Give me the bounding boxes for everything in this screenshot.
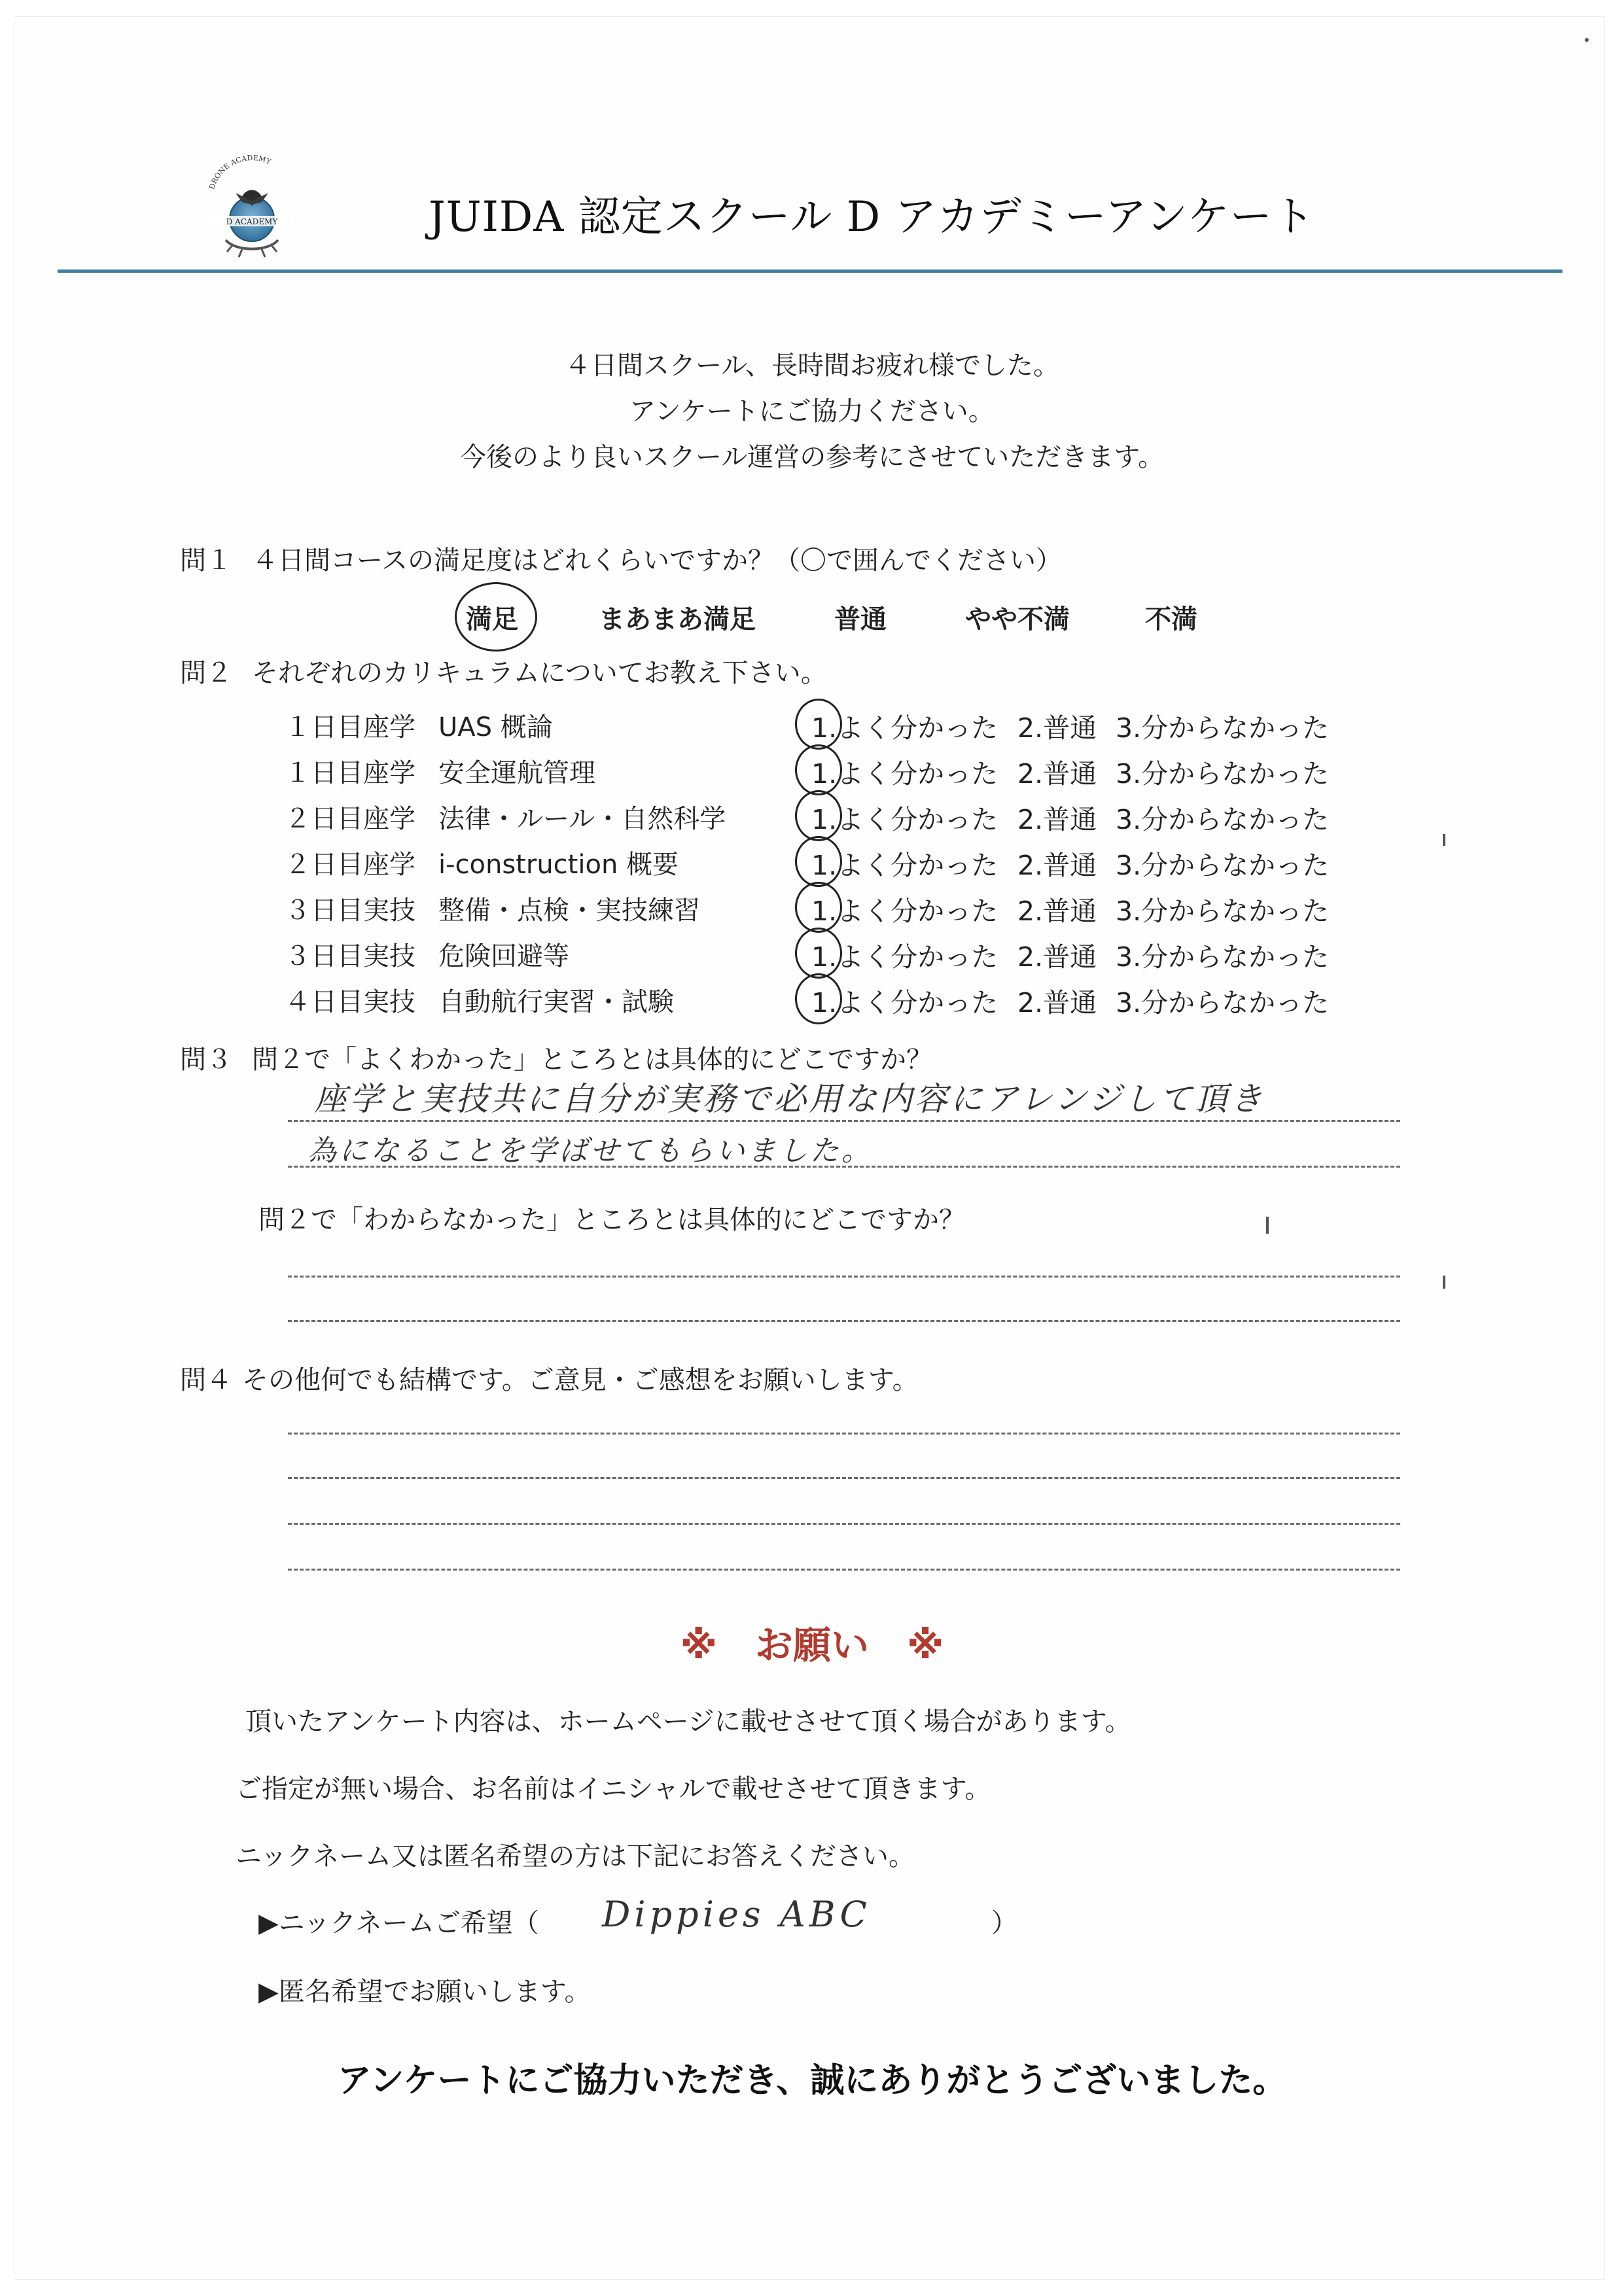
q1-option-dissatisfied[interactable]: 不満 xyxy=(1145,604,1197,635)
drone-academy-logo xyxy=(196,154,308,265)
choice-understood[interactable]: 1.よく分かった xyxy=(811,804,998,835)
curriculum-day: １日目座学 xyxy=(285,758,415,788)
choice-neutral[interactable]: 2.普通 xyxy=(1017,896,1097,927)
request-line-1: 頂いたアンケート内容は、ホームページに載せさせて頂く場合があります。 xyxy=(245,1707,1131,1737)
curriculum-subject: UAS 概論 xyxy=(438,712,553,742)
choice-understood[interactable]: 1.よく分かった xyxy=(811,896,998,927)
q1-option-satisfied[interactable]: 満足 xyxy=(466,604,518,635)
page-title: JUIDA 認定スクール D アカデミーアンケート xyxy=(429,193,1315,241)
q4-comment-dash-1[interactable] xyxy=(288,1433,1400,1435)
q1-option-somewhat-satisfied[interactable]: まあまあ満足 xyxy=(599,604,756,635)
choice-not-understood[interactable]: 3.分からなかった xyxy=(1116,712,1330,744)
svg-text:DRONE ACADEMY: DRONE ACADEMY xyxy=(207,154,272,191)
curriculum-day: ２日目座学 xyxy=(285,804,415,834)
answer-circle xyxy=(795,790,842,841)
q3-unclear-dash-2[interactable] xyxy=(288,1320,1400,1322)
curriculum-subject: 整備・点検・実技練習 xyxy=(438,896,700,926)
q2-text: それぞれのカリキュラムについてお教え下さい。 xyxy=(252,658,827,688)
q1-selected-circle xyxy=(455,582,537,652)
request-line-2: ご指定が無い場合、お名前はイニシャルで載せさせて頂きます。 xyxy=(236,1774,991,1804)
q3-answer-dash-2 xyxy=(288,1166,1400,1168)
choice-neutral[interactable]: 2.普通 xyxy=(1017,804,1097,835)
q3-answer-line-2[interactable]: 為になることを学ばせてもらいました。 xyxy=(308,1134,873,1168)
q3-answer-line-1[interactable]: 座学と実技共に自分が実務で必用な内容にアレンジして頂き xyxy=(314,1080,1265,1118)
answer-circle xyxy=(795,699,842,750)
q3-unclear-dash-1[interactable] xyxy=(288,1276,1400,1278)
answer-circle xyxy=(795,744,842,795)
choice-not-understood[interactable]: 3.分からなかった xyxy=(1116,896,1330,927)
curriculum-subject: 危険回避等 xyxy=(438,941,569,971)
curriculum-day: １日目座学 xyxy=(285,712,415,742)
scan-speck xyxy=(1443,1276,1445,1289)
q1-option-neutral[interactable]: 普通 xyxy=(834,604,887,635)
choice-understood[interactable]: 1.よく分かった xyxy=(811,712,998,744)
q4-comment-dash-2[interactable] xyxy=(288,1477,1400,1479)
svg-text:D ACADEMY: D ACADEMY xyxy=(226,217,278,226)
q4-text: その他何でも結構です。ご意見・ご感想をお願いします。 xyxy=(242,1365,919,1395)
choice-not-understood[interactable]: 3.分からなかった xyxy=(1116,987,1330,1018)
choice-neutral[interactable]: 2.普通 xyxy=(1017,987,1097,1018)
curriculum-day: ３日目実技 xyxy=(285,896,415,926)
q3-answer-dash-1 xyxy=(288,1120,1400,1122)
curriculum-subject: 法律・ルール・自然科学 xyxy=(438,804,726,834)
nickname-label: ▶ニックネームご希望（ xyxy=(258,1908,539,1938)
choice-not-understood[interactable]: 3.分からなかった xyxy=(1116,758,1330,790)
q1-number: 問１ xyxy=(180,546,232,576)
request-title: ※ お願い ※ xyxy=(680,1623,944,1667)
choice-understood[interactable]: 1.よく分かった xyxy=(811,758,998,790)
q4-number: 問４ xyxy=(180,1365,232,1395)
scan-speck xyxy=(1266,1217,1269,1234)
closing-message: アンケートにご協力いただき、誠にありがとうございました。 xyxy=(337,2061,1287,2100)
q3-text-2: 問２で「わからなかった」ところとは具体的にどこですか？ xyxy=(258,1205,965,1235)
curriculum-subject: 安全運航管理 xyxy=(438,758,595,788)
anonymous-option[interactable]: ▶匿名希望でお願いします。 xyxy=(258,1977,591,2007)
choice-neutral[interactable]: 2.普通 xyxy=(1017,758,1097,790)
curriculum-subject: i-construction 概要 xyxy=(438,850,679,880)
choice-understood[interactable]: 1.よく分かった xyxy=(811,941,998,973)
nickname-value[interactable]: Dippies ABC xyxy=(602,1894,871,1935)
scan-speck xyxy=(1585,38,1589,42)
answer-circle xyxy=(795,836,842,887)
curriculum-subject: 自動航行実習・試験 xyxy=(438,987,674,1017)
answer-circle xyxy=(795,882,842,933)
choice-neutral[interactable]: 2.普通 xyxy=(1017,712,1097,744)
choice-neutral[interactable]: 2.普通 xyxy=(1017,850,1097,881)
curriculum-day: ２日目座学 xyxy=(285,850,415,880)
intro-line-3: 今後のより良いスクール運営の参考にさせていただきます。 xyxy=(460,442,1164,472)
intro-line-1: ４日間スクール、長時間お疲れ様でした。 xyxy=(565,351,1059,381)
intro-line-2: アンケートにご協力ください。 xyxy=(629,396,995,426)
choice-not-understood[interactable]: 3.分からなかった xyxy=(1116,850,1330,881)
q3-number: 問３ xyxy=(180,1045,232,1075)
q1-option-somewhat-dissatisfied[interactable]: やや不満 xyxy=(965,604,1070,635)
q4-comment-dash-4[interactable] xyxy=(288,1569,1400,1571)
choice-not-understood[interactable]: 3.分からなかった xyxy=(1116,941,1330,973)
curriculum-day: ４日目実技 xyxy=(285,987,415,1017)
q4-comment-dash-3[interactable] xyxy=(288,1523,1400,1525)
choice-understood[interactable]: 1.よく分かった xyxy=(811,850,998,881)
scan-speck xyxy=(1443,834,1445,846)
curriculum-day: ３日目実技 xyxy=(285,941,415,971)
q3-text: 問２で「よくわかった」ところとは具体的にどこですか？ xyxy=(252,1045,932,1075)
request-line-3: ニックネーム又は匿名希望の方は下記にお答えください。 xyxy=(236,1841,915,1871)
q1-text: ４日間コースの満足度はどれくらいですか？（〇で囲んでください） xyxy=(252,546,1062,576)
answer-circle xyxy=(795,928,842,979)
choice-neutral[interactable]: 2.普通 xyxy=(1017,941,1097,973)
answer-circle xyxy=(795,973,842,1024)
choice-understood[interactable]: 1.よく分かった xyxy=(811,987,998,1018)
q2-number: 問２ xyxy=(180,658,232,688)
header-rule xyxy=(58,270,1562,273)
choice-not-understood[interactable]: 3.分からなかった xyxy=(1116,804,1330,835)
nickname-close-paren: ） xyxy=(991,1908,1017,1938)
